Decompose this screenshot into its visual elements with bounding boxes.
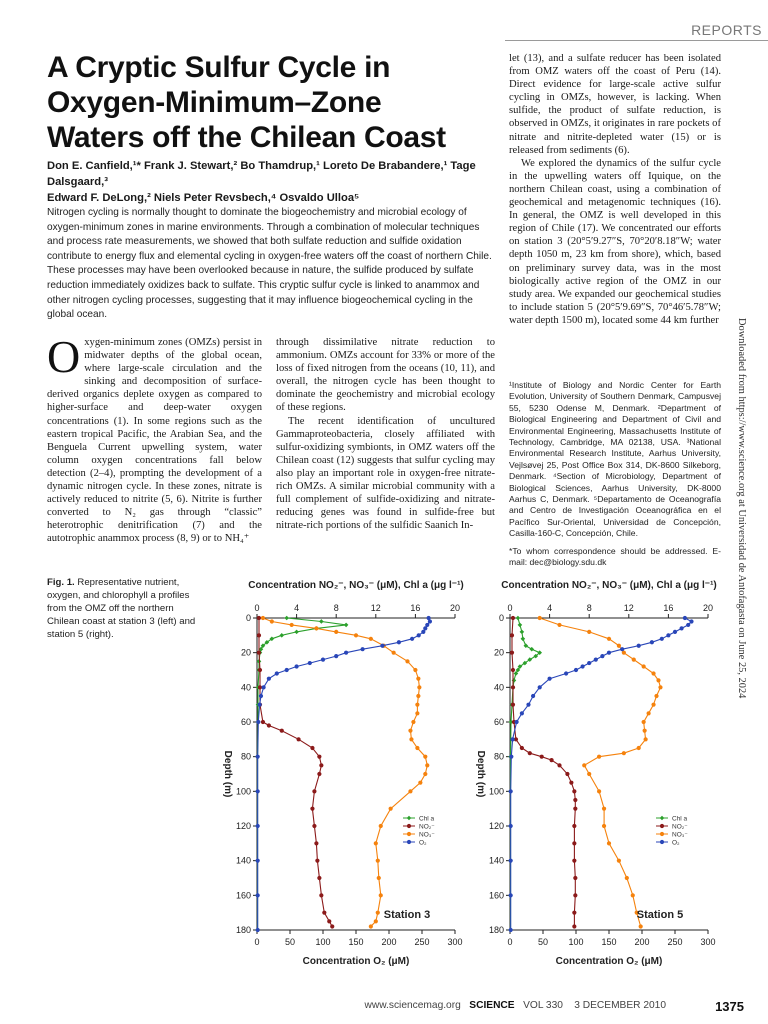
y-tick-label: 120 [488,821,504,831]
station-label: Station 3 [383,909,431,921]
data-point-3 [259,694,263,698]
data-point-3 [689,619,693,623]
data-point-2 [632,658,636,662]
data-point-3 [267,677,271,681]
data-point-2 [654,694,658,698]
author-line-1: Don E. Canfield,¹* Frank J. Stewart,² Bo Thamdrup,¹ Loreto De Brabandere,¹ Tage Dalsgaard,³ [47,160,476,188]
data-point-3 [256,755,260,759]
top-tick-label: 12 [623,603,634,613]
legend-marker [660,840,664,844]
correspondence-note: *To whom correspondence should be addressed. E-mail: dec@biology.sdu.dk [509,545,721,568]
data-point-3 [321,658,325,662]
legend-label: NO₃⁻ [672,831,688,839]
data-point-1 [257,651,261,655]
data-point-0 [344,623,349,628]
data-point-3 [397,640,401,644]
bottom-tick-label: 150 [348,937,364,947]
bottom-tick-label: 250 [667,937,683,947]
legend-label: Chl a [672,815,688,823]
data-point-2 [415,703,419,707]
abstract: Nitrogen cycling is normally thought to dominate the biogeochemistry and microbial ecology of oxygen-minimum zones in marine environments. Through a combination of molecular techniques and process rate measurements, we showed that both sulfate reduction and sulfide oxidation contribute to energy flux and elemental cycling in oxygen-free waters off the coast of northern Chile. These processes may have been overlooked because in nature, the sulfide produced by sulfate reduction immediately oxidizes back to sulfate. This cryptic sulfur cycle is linked to anammox and other nitrogen cycling processes, suggesting that it may influence biogeochemical cycling in the global ocean. [47,207,492,321]
data-point-3 [417,633,421,637]
data-point-2 [416,694,420,698]
series-line-2 [540,618,661,927]
data-point-3 [686,623,690,627]
y-tick-label: 40 [240,682,251,693]
data-point-3 [581,664,585,668]
data-point-3 [509,893,513,897]
y-tick-label: 140 [488,855,504,866]
data-point-0 [294,630,299,635]
data-point-3 [509,824,513,828]
download-note-text: Downloaded from https://www.science.org at Universidad de Antofagasta on June 25, 2024 [736,318,747,699]
data-point-2 [379,824,383,828]
data-point-2 [416,677,420,681]
top-tick-label: 0 [254,603,260,613]
data-point-1 [520,746,524,750]
data-point-2 [369,924,373,928]
data-point-3 [587,661,591,665]
y-tick-label: 120 [235,821,251,831]
data-point-0 [521,637,526,642]
bottom-tick-label: 50 [284,937,296,947]
data-point-2 [658,685,662,689]
footer-volume: VOL 330 [523,1000,563,1011]
data-point-2 [374,841,378,845]
data-point-2 [644,737,648,741]
y-tick-label: 80 [493,751,504,762]
data-point-1 [257,616,261,620]
bottom-tick-label: 0 [507,937,513,947]
data-point-3 [526,703,530,707]
top-tick-label: 12 [370,603,381,613]
data-point-2 [587,630,591,634]
data-point-0 [529,647,534,652]
drop-cap: O [47,331,81,382]
data-point-3 [574,668,578,672]
data-point-3 [275,671,279,675]
legend-marker [660,832,664,836]
data-point-2 [607,841,611,845]
data-point-2 [557,623,561,627]
data-point-3 [673,630,677,634]
body-paragraph: xygen-minimum zones (OMZs) persist in midwater depths of the global ocean, where large-scale circulation and the sinking and decomposition of surface-derived organics deplete oxygen as compared to higher-surface and deep-water oxygen concentrations (1). In some regions such as the eastern tropical Pacific, the Arabian Sea, and the Benguela Current upwelling system, water column oxygen concentrations fall below detection (2–4), prompting the development of a dynamic nitrogen cycle. In these zones, nitrate is actively reduced to nitrite (5, 6). Nitrite is further converted to N₂ gas through “classic” heterotrophic denitrification (7) and the autotrophic anammox process (8, 9) or to NH₄⁺ [47,337,262,545]
data-point-1 [317,876,321,880]
footer-line [365,1000,666,1011]
data-point-1 [557,763,561,767]
affiliation-list: ¹Institute of Biology and Nordic Center for Earth Evolution, University of Southern Denmark, Campusvej 55, 5230 Odense M, Denmark. ²Department of Biological Engineering and Department of Civil and Environmental Engineering, Massachusetts Institute of Technology, Cambridge, MA 02138, USA. ³National Environmental Research Institute, Aarhus University, Vejlsøvej 25, Post Office Box 314, DK-8600 Silkeborg, Denmark. ⁴Section of Microbiology, Department of Biological Sciences, Aarhus University, DK-8000 Aarhus C, Denmark. ⁵Departamento de Oceanografía and Centro de Investigación Oceanográfica en el Pacífico Sur-Oriental, Universidad de Concepción, Casilla-160-C, Concepción, Chile. [509,380,721,539]
data-point-0 [279,633,284,638]
data-point-2 [647,711,651,715]
article-title: A Cryptic Sulfur Cycle in Oxygen-Minimum–Zone Waters off the Chilean Coast [47,51,446,154]
y-axis-label: Depth (m) [475,750,486,798]
data-point-1 [315,859,319,863]
data-point-0 [284,616,289,621]
data-point-1 [257,633,261,637]
legend-label: O₂ [672,839,680,847]
data-point-1 [317,772,321,776]
data-point-1 [565,772,569,776]
data-point-2 [379,893,383,897]
data-point-3 [428,619,432,623]
data-point-3 [509,789,513,793]
data-point-0 [518,623,523,628]
data-point-2 [617,859,621,863]
figure-caption [47,576,199,641]
data-point-2 [270,619,274,623]
data-point-3 [607,651,611,655]
data-point-2 [389,807,393,811]
data-point-2 [418,781,422,785]
data-point-3 [564,671,568,675]
data-point-2 [408,789,412,793]
y-tick-label: 100 [488,786,504,797]
data-point-1 [322,911,326,915]
data-point-2 [423,772,427,776]
data-point-2 [602,807,606,811]
data-point-3 [594,658,598,662]
data-point-2 [597,755,601,759]
data-point-3 [262,685,266,689]
data-point-1 [319,893,323,897]
download-note [733,318,747,758]
data-point-3 [509,928,513,932]
top-axis-label: Concentration NO₂⁻, NO₃⁻ (μM), Chl a (μg l⁻¹) [248,580,464,591]
data-point-2 [587,772,591,776]
data-point-3 [361,647,365,651]
section-tag: REPORTS [691,22,762,38]
body-paragraph: through dissimilative nitrate reduction to ammonium. OMZs account for 33% or more of the loss of fixed nitrogen from the oceans (10, 11), and overall, the nitrogen cycle has been thought to dominate the geochemistry and microbial ecology of these regions. [276,337,495,414]
data-point-2 [625,876,629,880]
data-point-2 [597,789,601,793]
y-tick-label: 160 [488,890,504,901]
data-point-1 [572,841,576,845]
data-point-3 [660,637,664,641]
y-tick-label: 180 [235,925,251,935]
y-tick-label: 140 [235,855,251,866]
data-point-3 [600,654,604,658]
series-line-3 [511,618,692,930]
data-point-1 [528,751,532,755]
data-point-2 [417,685,421,689]
data-point-1 [317,755,321,759]
bottom-tick-label: 300 [447,937,463,947]
data-point-2 [354,633,358,637]
top-tick-label: 16 [410,603,421,613]
data-point-3 [637,644,641,648]
bottom-axis-label: Concentration O₂ (μM) [555,956,663,967]
data-point-1 [327,919,331,923]
legend-label: O₂ [419,839,427,847]
data-point-3 [421,630,425,634]
data-point-1 [573,893,577,897]
data-point-2 [334,630,338,634]
data-point-1 [314,841,318,845]
y-tick-label: 160 [235,890,251,901]
data-point-3 [256,893,260,897]
bottom-tick-label: 100 [568,937,584,947]
data-point-0 [524,643,529,648]
body-column-left [47,331,262,546]
data-point-3 [256,928,260,932]
data-point-2 [261,616,265,620]
data-point-1 [511,668,515,672]
y-tick-label: 20 [493,647,504,658]
legend-label: NO₃⁻ [419,831,435,839]
legend-marker [407,824,411,828]
y-tick-label: 60 [493,717,504,727]
station-label: Station 5 [636,909,684,921]
bottom-tick-label: 100 [315,937,331,947]
page-footer [0,1000,768,1016]
data-point-1 [261,720,265,724]
data-point-3 [410,637,414,641]
data-point-2 [642,664,646,668]
legend-label: NO₂⁻ [672,823,688,831]
data-point-1 [319,763,323,767]
top-axis-label: Concentration NO₂⁻, NO₃⁻ (μM), Chl a (μg l⁻¹) [501,580,717,591]
legend-label: Chl a [419,815,435,823]
data-point-1 [258,668,262,672]
y-tick-label: 0 [245,613,251,623]
data-point-1 [296,737,300,741]
data-point-2 [642,720,646,724]
data-point-2 [369,637,373,641]
data-point-2 [425,763,429,767]
series-line-1 [259,618,332,927]
data-point-2 [408,729,412,733]
data-point-3 [256,720,260,724]
data-point-2 [413,668,417,672]
data-point-3 [509,755,513,759]
legend-marker [407,840,411,844]
data-point-1 [511,616,515,620]
figure-caption-text: Representative nutrient, oxygen, and chlorophyll a profiles from the OMZ off the northern Chilean coast at station 3 (left) and station 5 (right). [47,577,196,640]
y-tick-label: 0 [498,613,504,623]
y-tick-label: 100 [235,786,251,797]
data-point-2 [377,876,381,880]
data-point-2 [631,893,635,897]
data-point-2 [656,678,660,682]
bottom-tick-label: 0 [254,937,260,947]
data-point-2 [617,644,621,648]
data-point-1 [310,746,314,750]
data-point-1 [569,781,573,785]
top-tick-label: 4 [547,603,553,613]
page-number: 1375 [715,999,744,1014]
data-point-2 [392,651,396,655]
footer-journal: SCIENCE [469,1000,515,1011]
legend-marker [660,816,665,821]
data-point-3 [511,737,515,741]
data-point-3 [538,685,542,689]
data-point-1 [511,685,515,689]
data-point-1 [267,723,271,727]
data-point-2 [643,729,647,733]
data-point-2 [607,637,611,641]
data-point-1 [510,633,514,637]
y-tick-label: 80 [240,751,251,762]
data-point-1 [573,807,577,811]
y-axis-label: Depth (m) [222,750,233,798]
data-point-2 [290,623,294,627]
data-point-2 [637,746,641,750]
y-tick-label: 40 [493,682,504,693]
data-point-3 [295,664,299,668]
data-point-3 [683,616,687,620]
bottom-tick-label: 250 [414,937,430,947]
data-point-2 [409,737,413,741]
data-point-1 [572,789,576,793]
data-point-2 [314,626,318,630]
data-point-3 [258,703,262,707]
data-point-3 [509,859,513,863]
data-point-3 [515,720,519,724]
body-paragraph: We explored the dynamics of the sulfur cycle in the upwelling waters off Iquique, on the northern Chilean coast, using a combination of geochemical and metagenomic techniques (16). In general, the OMZ is well developed in this region of Chile (17). We concentrated our efforts on station 3 (20°5′9.27″S, 70°20′8.18″W; water depth 1050 m, 23 km from shore), which, based on preliminary survey data, was in the most biologically active region of the OMZ in our study area. We expanded our geochemical studies to include station 5 (20°5′9.69″S, 70°46′5.78″W; water depth 1500 m), located some 44 km further [509,157,721,326]
data-point-3 [256,859,260,863]
data-point-2 [651,703,655,707]
bottom-tick-label: 300 [700,937,716,947]
data-point-3 [256,824,260,828]
data-point-1 [310,807,314,811]
y-tick-label: 180 [488,925,504,935]
legend-label: NO₂⁻ [419,823,435,831]
data-point-2 [602,824,606,828]
data-point-1 [511,703,515,707]
data-point-3 [548,677,552,681]
top-tick-label: 4 [294,603,300,613]
body-column-right [509,52,721,327]
chart-station-3 [205,574,465,974]
top-tick-label: 20 [702,603,714,613]
data-point-3 [285,668,289,672]
author-line-2: Edward F. DeLong,² Niels Peter Revsbech,⁴ Osvaldo Ulloa⁵ [47,192,360,204]
top-tick-label: 8 [333,603,339,613]
data-point-1 [572,859,576,863]
data-point-3 [308,661,312,665]
data-point-2 [376,859,380,863]
data-point-0 [516,616,521,621]
data-point-2 [415,746,419,750]
series-line-3 [258,618,430,930]
body-column-middle [276,336,495,532]
data-point-3 [380,644,384,648]
data-point-2 [423,755,427,759]
top-tick-label: 16 [663,603,674,613]
data-point-2 [651,671,655,675]
data-point-0 [319,619,324,624]
data-point-1 [540,755,544,759]
data-point-2 [405,659,409,663]
top-tick-label: 8 [586,603,592,613]
data-point-1 [573,876,577,880]
data-point-0 [512,678,517,683]
top-tick-label: 20 [449,603,461,613]
data-point-3 [666,633,670,637]
bottom-tick-label: 200 [634,937,650,947]
data-point-3 [650,640,654,644]
footer-site: www.sciencemag.org [364,1000,461,1011]
legend-marker [660,824,664,828]
author-list [47,158,495,206]
data-point-3 [680,626,684,630]
bottom-tick-label: 150 [601,937,617,947]
data-point-1 [572,911,576,915]
affiliations [509,380,721,571]
y-tick-label: 60 [240,717,251,727]
data-point-2 [376,911,380,915]
body-paragraph: let (13), and a sulfate reducer has been isolated from OMZ waters off the coast of Peru (14). Direct evidence for large-scale active sulfur cycling in OMZs, however, is lacking. When sulfide, the product of sulfate reduction, is observed in OMZs, it originates in rare pockets of nitrate and nitrite-depleted water (15) or is released from sediments (6). [509,53,721,156]
body-paragraph: The recent identification of uncultured Gammaproteobacteria, closely affiliated with sulfur-oxidizing symbionts, in OMZ waters off the Chilean coast (12) suggests that sulfur cycling may also play an important role in oxygen-free nitrate-rich OMZs. A similar microbial community with a full complement of sulfide-oxidizing and nitrate-reducing genes was found in sulfide-free but nitrate-rich portions of the sulfidic Saanich In- [276,415,495,532]
data-point-2 [415,711,419,715]
data-point-3 [520,711,524,715]
data-point-3 [334,654,338,658]
data-point-1 [573,798,577,802]
bottom-tick-label: 200 [381,937,397,947]
data-point-1 [510,651,514,655]
data-point-3 [620,647,624,651]
figure-label: Fig. 1. [47,577,75,588]
top-tick-label: 0 [507,603,513,613]
y-tick-label: 20 [240,647,251,658]
data-point-2 [411,720,415,724]
data-point-1 [280,729,284,733]
data-point-2 [538,616,542,620]
data-point-1 [572,824,576,828]
data-point-1 [258,685,262,689]
data-point-3 [344,651,348,655]
data-point-1 [312,824,316,828]
data-point-3 [256,789,260,793]
data-point-3 [531,694,535,698]
data-point-2 [374,919,378,923]
section-rule [505,40,768,41]
chart-station-5 [458,574,718,974]
data-point-2 [582,763,586,767]
data-point-2 [639,924,643,928]
bottom-tick-label: 50 [537,937,549,947]
legend-marker [407,832,411,836]
legend-marker [407,816,412,821]
data-point-1 [572,924,576,928]
series-line-1 [512,618,575,927]
data-point-2 [622,751,626,755]
data-point-0 [520,630,525,635]
bottom-axis-label: Concentration O₂ (μM) [302,956,410,967]
data-point-1 [312,789,316,793]
data-point-1 [549,758,553,762]
series-line-2 [263,618,427,927]
data-point-1 [330,924,334,928]
footer-date: 3 DECEMBER 2010 [574,1000,666,1011]
